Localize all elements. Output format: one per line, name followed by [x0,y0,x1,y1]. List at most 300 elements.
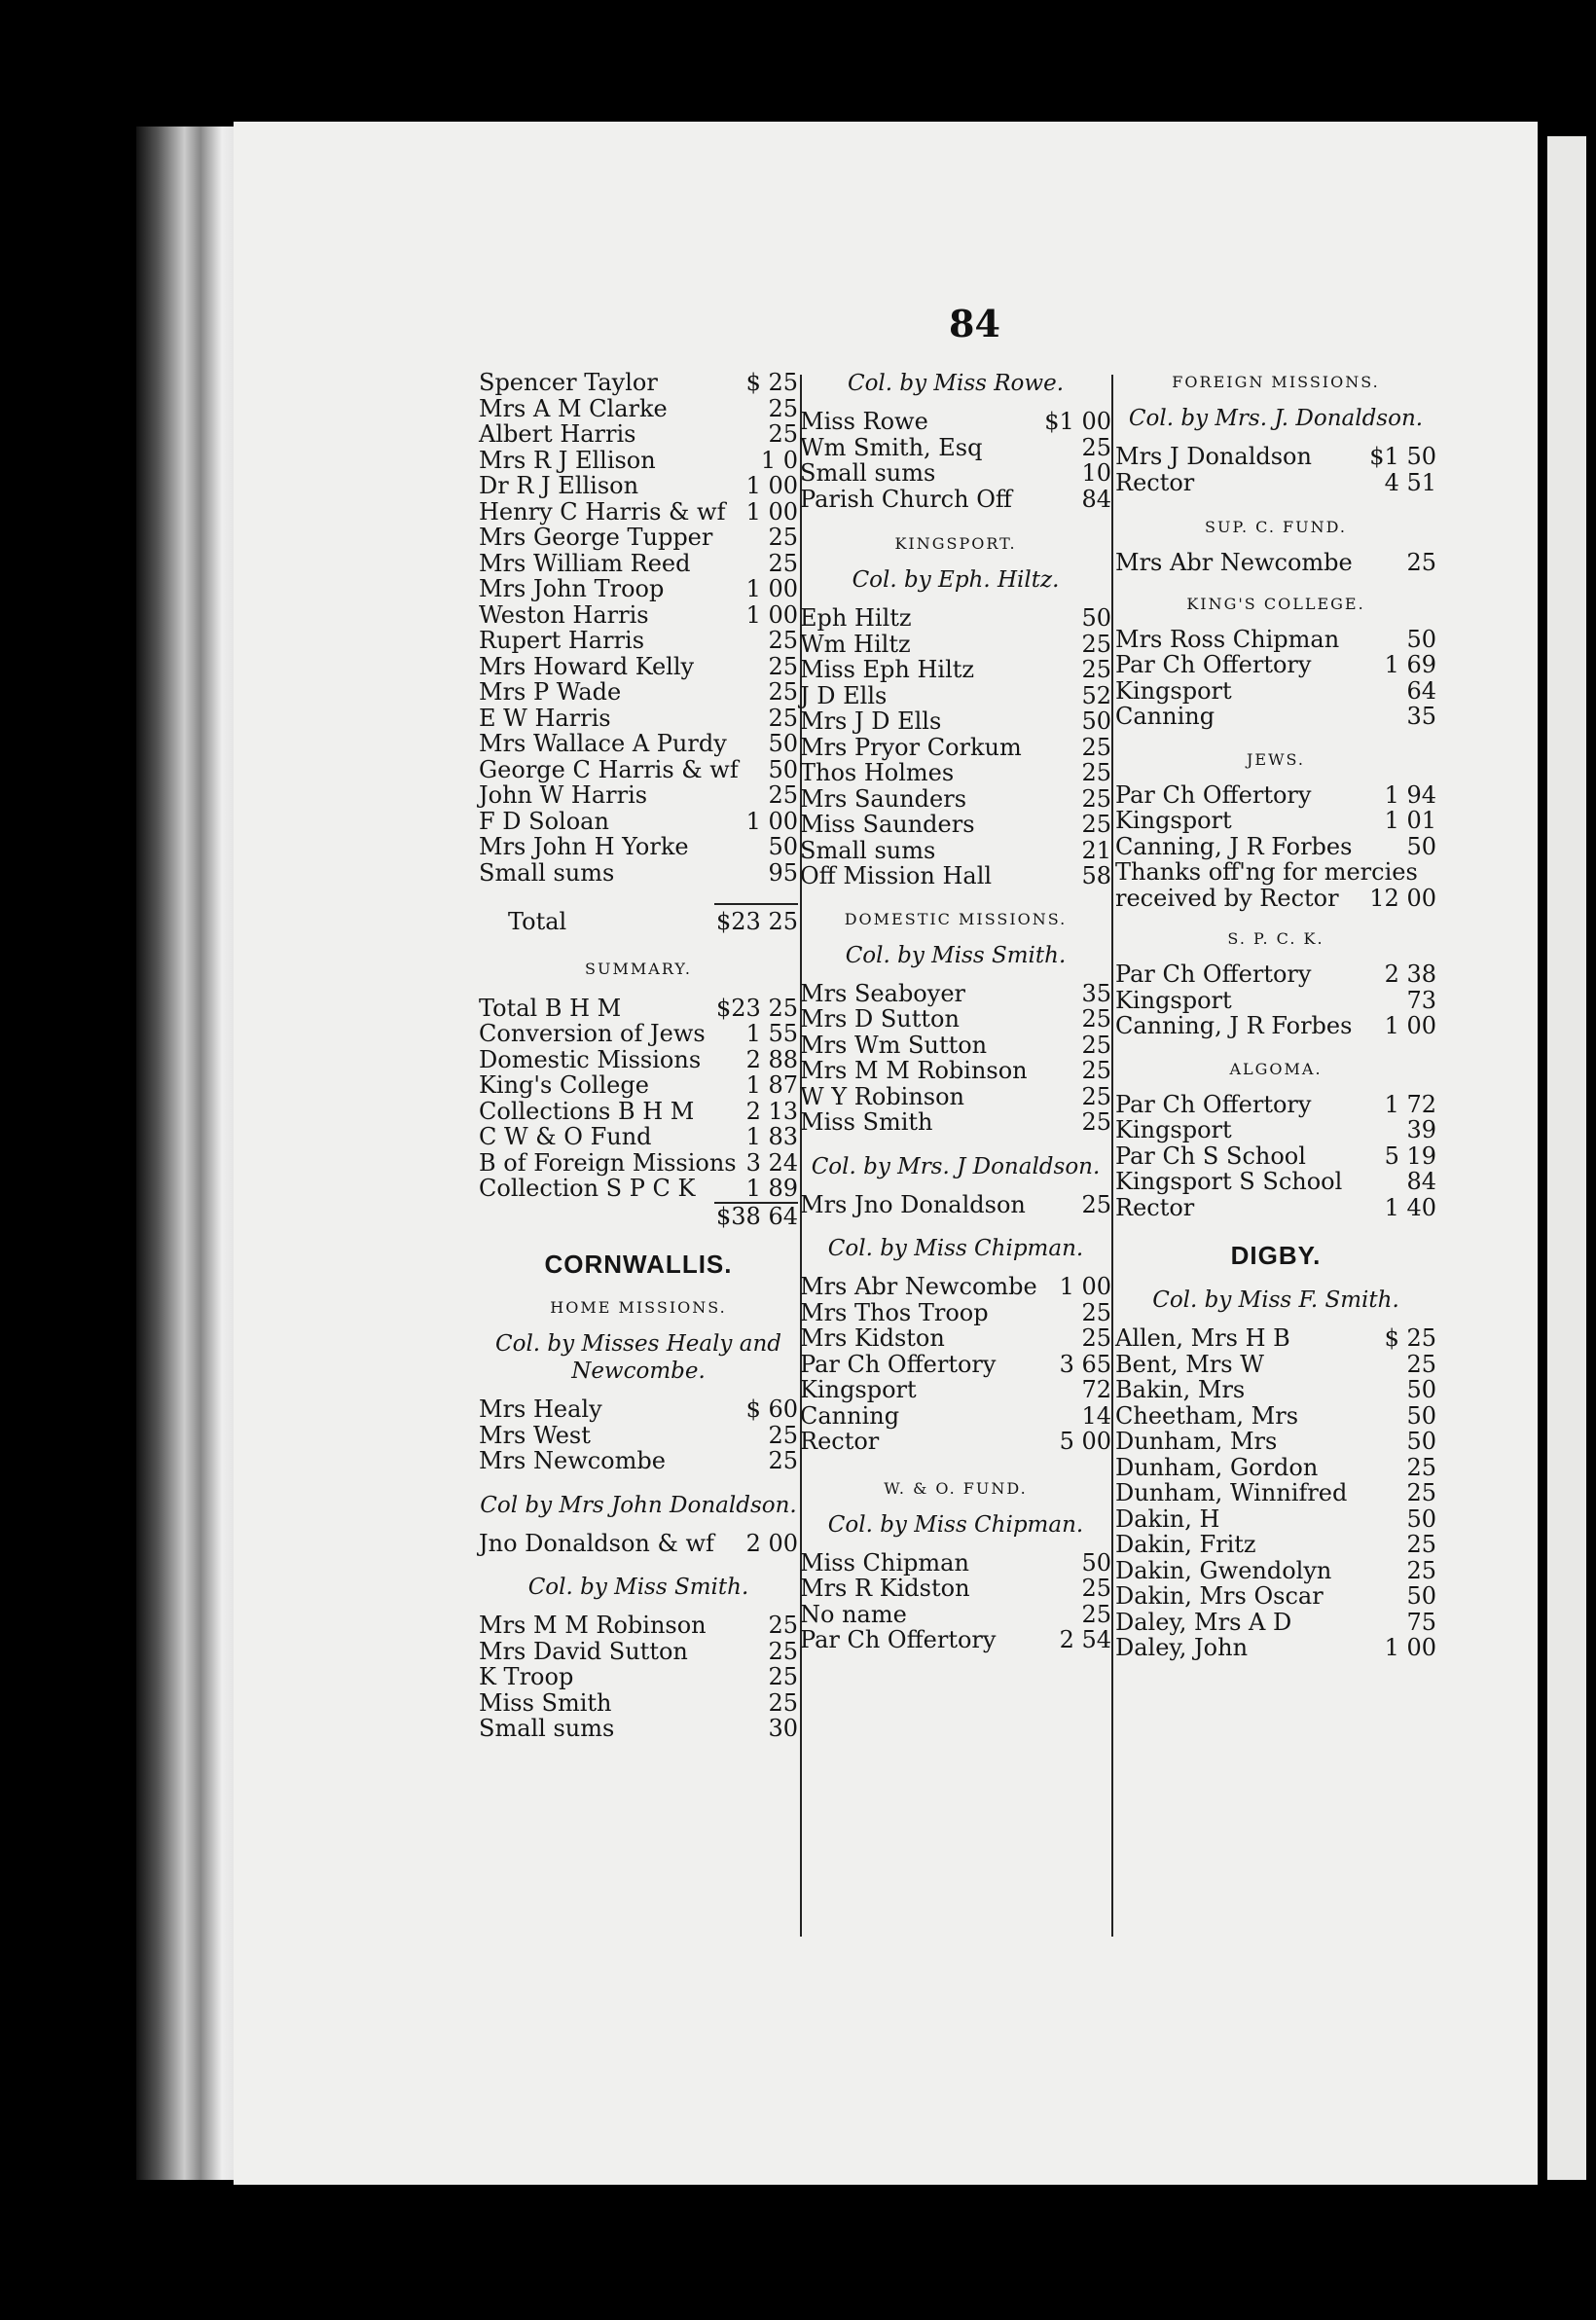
kings-college-heading: KING'S COLLEGE. [1186,594,1365,613]
entry-amount: 21 [1081,836,1111,864]
entry-row [1115,627,1436,653]
entry-name: George C Harris & wf [479,755,739,783]
entry-amount: 25 [1406,1531,1436,1558]
entry-name: Small sums [800,836,936,864]
entry-row [800,409,1111,435]
summary-total-row [479,1204,798,1230]
entry-name: Mrs Pryor Corkum [800,733,1022,761]
entry-row [800,812,1111,838]
entry-name: Mrs M M Robinson [800,1057,1028,1084]
entry-row [800,708,1111,735]
entry-amount: 25 [768,1421,798,1449]
algoma-list [1115,1092,1436,1221]
summary-list [479,996,798,1202]
col-by-rowe: Col. by Miss Rowe. [847,371,1065,396]
entry-amount: 50 [1406,1504,1436,1533]
entry-amount: 1 72 [1384,1090,1436,1118]
entry-name: No name [800,1600,907,1628]
entry-row [1115,1583,1436,1610]
entry-row [479,499,798,526]
entry-amount: 25 [1081,1108,1111,1136]
entry-name: King's College [479,1071,649,1099]
entry-name: Dakin, Fritz [1115,1531,1256,1558]
entry-amount: 25 [1081,1005,1111,1033]
spck-heading: S. P. C. K. [1227,929,1324,948]
entry-row [1115,1429,1436,1455]
entry-name: Kingsport [1115,986,1232,1014]
entry-row [479,706,798,732]
entry-row [1115,1195,1436,1221]
entry-row [800,1429,1111,1455]
entry-row [479,396,798,422]
entry-row [479,1072,798,1099]
foreign-list [1115,444,1436,495]
entry-name: Jno Donaldson & wf [479,1529,714,1557]
col-by-donaldson: Col by Mrs John Donaldson. [480,1492,797,1518]
entry-row [479,834,798,860]
entry-row [1115,834,1436,860]
entry-name: Small sums [479,858,615,887]
col-by-healy-text: Col. by Misses Healy and Newcombe. [495,1331,781,1384]
entry-name: Bakin, Mrs [1115,1376,1246,1403]
entry-amount: $ 25 [1384,1324,1436,1352]
entry-row [1115,859,1436,886]
digby-title: DIGBY. [1230,1241,1322,1270]
kingsport-heading: KINGSPORT. [894,534,1017,553]
entry-amount: 1 00 [745,575,798,602]
column-1 [479,370,798,1742]
entry-row [479,1124,798,1150]
entry-name: C W & O Fund [479,1123,652,1150]
entry-amount: 72 [1081,1376,1111,1403]
col-by-healy [479,1330,798,1385]
entry-name: Rector [1115,468,1195,496]
entry-amount: 50 [1081,1548,1111,1577]
entry-row [800,735,1111,761]
total-amount: $23 25 [716,908,798,935]
kings-list [1115,627,1436,730]
algoma-heading: ALGOMA. [1229,1059,1323,1078]
entry-name: Dunham, Winnifred [1115,1479,1348,1506]
entry-name: Collections B H M [479,1097,695,1125]
entry-amount: 25 [1081,1600,1111,1628]
entry-name: Mrs Thos Troop [800,1298,989,1326]
entry-row [800,863,1111,889]
entry-amount: 50 [768,755,798,783]
entry-row [479,448,798,474]
entry-name: Total B H M [479,994,622,1022]
entry-name: K Troop [479,1663,574,1690]
entry-amount: 25 [1081,1190,1111,1218]
entry-amount: 25 [768,704,798,732]
entry-name: Par Ch Offertory [1115,651,1312,678]
entry-name: Canning [800,1401,900,1430]
entry-amount: 64 [1406,676,1436,705]
entry-row [800,1192,1111,1218]
entry-name: Dunham, Mrs [1115,1428,1278,1455]
entry-row [800,1274,1111,1300]
total-row [479,909,798,935]
entry-row [1115,961,1436,988]
entry-amount: 25 [1081,1575,1111,1602]
entry-amount: 1 55 [745,1020,798,1047]
entry-name: Mrs J Donaldson [1115,443,1312,470]
entry-row [1115,1117,1436,1143]
entry-name: Mrs Kidston [800,1324,945,1352]
sup-fund-heading: SUP. C. FUND. [1205,518,1347,536]
entry-name: J D Ells [800,681,888,709]
entry-amount: 25 [768,627,798,654]
entry-row [800,760,1111,786]
entry-row [1115,782,1436,809]
entry-amount: 2 88 [745,1045,798,1073]
entry-name: Dakin, Mrs Oscar [1115,1582,1324,1610]
entry-row [800,1550,1111,1577]
entry-amount: 25 [768,1612,798,1639]
entry-row [479,1176,798,1202]
entry-name: Mrs M M Robinson [479,1612,707,1639]
entry-name: Kingsport [1115,1116,1232,1143]
sup-list [1115,550,1436,576]
entry-row [1115,550,1436,576]
entry-name: E W Harris [479,704,611,732]
healy-list [479,1396,798,1474]
entry-name: Par Ch S School [1115,1142,1306,1170]
entry-row [800,1627,1111,1653]
entry-amount: 25 [768,1637,798,1665]
entry-amount: 50 [768,833,798,860]
entry-name: Bent, Mrs W [1115,1350,1264,1378]
spck-list [1115,961,1436,1039]
entry-list [479,370,798,886]
col-by-jdonaldson: Col. by Mrs. J Donaldson. [811,1153,1101,1179]
entry-name: Off Mission Hall [800,862,993,889]
entry-amount: $ 60 [745,1396,798,1423]
entry-row [1115,1092,1436,1118]
entry-row [800,981,1111,1007]
entry-amount: 25 [768,781,798,809]
entry-name: Mrs Abr Newcombe [800,1273,1037,1300]
entry-name: Albert Harris [479,420,636,448]
entry-amount: $1 00 [1044,408,1111,435]
chipman-list [800,1274,1111,1455]
entry-amount: 1 83 [745,1123,798,1150]
book-spine [136,127,243,2180]
entry-amount: 25 [1081,811,1111,838]
entry-name: Rector [800,1428,880,1455]
entry-row [1115,1480,1436,1506]
entry-amount: 50 [1081,604,1111,632]
entry-row [800,487,1111,513]
entry-row [1115,1455,1436,1481]
total-label: Total [508,908,567,935]
entry-amount: 30 [768,1715,798,1742]
entry-name: received by Rector [1115,884,1339,912]
entry-row [800,1058,1111,1084]
entry-name: Dakin, H [1115,1504,1220,1533]
entry-amount: 2 00 [745,1529,798,1557]
entry-name: Par Ch Offertory [1115,1090,1312,1118]
entry-row [479,1396,798,1423]
entry-amount: 84 [1406,1168,1436,1195]
entry-amount: 25 [1081,759,1111,786]
entry-amount: 2 13 [745,1097,798,1125]
entry-amount: 1 00 [745,497,798,526]
entry-name: Daley, Mrs A D [1115,1608,1292,1636]
entry-row [800,1352,1111,1378]
entry-row [479,1150,798,1177]
entry-name: Mrs Wallace A Purdy [479,730,727,757]
entry-name: Small sums [479,1715,615,1742]
entry-name: Mrs George Tupper [479,524,713,551]
entry-amount: $1 50 [1369,443,1436,470]
digby-list [1115,1325,1436,1661]
entry-amount: 39 [1406,1116,1436,1143]
entry-name: Miss Saunders [800,811,975,838]
entry-amount: 25 [1081,630,1111,658]
entry-amount: 10 [1081,459,1111,487]
entry-amount: 1 00 [745,600,798,629]
entry-row [1115,886,1436,912]
entry-row [1115,1532,1436,1558]
entry-amount: 25 [768,1663,798,1690]
entry-row [479,679,798,706]
entry-row [479,996,798,1022]
total-rule [714,903,798,905]
entry-amount: 1 0 [760,446,798,474]
entry-name: Par Ch Offertory [800,1350,997,1378]
entry-amount: 1 00 [1384,1634,1436,1661]
next-page-edge [1547,136,1586,2180]
col-by-jdonaldson-3: Col. by Mrs. J. Donaldson. [1128,406,1424,431]
entry-row [479,1099,798,1125]
entry-name: Kingsport [1115,676,1232,705]
entry-name: Domestic Missions [479,1045,702,1073]
entry-row [1115,1610,1436,1636]
entry-name: Par Ch Offertory [1115,961,1312,988]
entry-row [1115,1506,1436,1533]
column-divider-2 [1111,375,1113,1937]
entry-row [479,370,798,396]
entry-row [479,525,798,551]
donaldson-list [479,1531,798,1557]
home-missions-heading: HOME MISSIONS. [550,1298,727,1317]
col-by-hiltz: Col. by Eph. Hiltz. [852,567,1060,593]
entry-name: Mrs Ross Chipman [1115,625,1340,653]
entry-amount: 1 00 [745,472,798,499]
hiltz-list [800,605,1111,889]
entry-name: Kingsport [1115,807,1232,834]
entry-amount: 1 69 [1384,651,1436,678]
entry-row [800,657,1111,683]
entry-amount: 25 [768,420,798,448]
entry-row [479,551,798,577]
column-2 [800,370,1111,1653]
entry-amount: 50 [1406,1582,1436,1610]
entry-amount: 50 [1406,625,1436,653]
entry-amount: 25 [1081,733,1111,761]
entry-name: Small sums [800,459,936,487]
entry-row [800,435,1111,461]
entry-row [1115,1352,1436,1378]
entry-name: B of Foreign Missions [479,1148,737,1177]
entry-name: Thanks off'ng for mercies [1115,858,1418,886]
col-by-fsmith: Col. by Miss F. Smith. [1152,1287,1399,1313]
entry-row [1115,1143,1436,1170]
entry-amount: 35 [1081,979,1111,1007]
entry-name: Allen, Mrs H B [1115,1324,1290,1352]
entry-name: Miss Chipman [800,1548,969,1577]
entry-name: Mrs Jno Donaldson [800,1190,1026,1218]
entry-name: Spencer Taylor [479,369,658,396]
entry-name: Mrs William Reed [479,549,691,577]
jdonaldson-list [800,1192,1111,1218]
entry-name: Weston Harris [479,600,649,629]
entry-amount: $23 25 [716,994,798,1022]
entry-name: Miss Eph Hiltz [800,656,975,683]
summary-total: $38 64 [716,1202,798,1230]
entry-name: Miss Smith [800,1108,933,1136]
domestic-missions-heading: DOMESTIC MISSIONS. [844,909,1068,928]
entry-row [1115,444,1436,470]
entry-name: W Y Robinson [800,1082,965,1110]
entry-row [800,1033,1111,1059]
entry-row [800,1084,1111,1110]
entry-amount: 25 [1081,1298,1111,1326]
entry-amount: 1 00 [745,807,798,835]
entry-name: Mrs David Sutton [479,1637,688,1665]
entry-name: F D Soloan [479,807,609,835]
entry-row [1115,988,1436,1014]
entry-amount: 25 [1406,1479,1436,1506]
entry-name: Mrs John H Yorke [479,833,689,860]
entry-row [479,654,798,680]
entry-name: Kingsport S School [1115,1168,1343,1195]
entry-row [800,605,1111,632]
entry-amount: 4 51 [1384,468,1436,496]
entry-amount: 52 [1081,681,1111,709]
entry-name: Mrs J D Ells [800,707,942,735]
entry-row [1115,808,1436,834]
entry-name: Rupert Harris [479,627,645,654]
entry-name: Henry C Harris & wf [479,497,726,526]
entry-amount: 1 87 [745,1071,798,1099]
entry-row [479,782,798,809]
jews-list [1115,782,1436,912]
entry-amount: 2 54 [1059,1626,1111,1653]
entry-amount: 1 00 [1384,1012,1436,1039]
entry-name: Parish Church Off [800,485,1012,513]
entry-row [479,1448,798,1474]
entry-name: Mrs Saunders [800,784,967,813]
entry-name: Mrs R J Ellison [479,446,656,474]
entry-row [479,576,798,602]
entry-amount: 73 [1406,986,1436,1014]
column-3 [1115,370,1436,1661]
col-by-chipman-2: Col. by Miss Chipman. [827,1511,1084,1538]
entry-amount: 50 [1406,1401,1436,1430]
entry-name: Mrs Newcombe [479,1447,666,1474]
entry-name: Mrs West [479,1421,591,1449]
entry-name: Miss Rowe [800,408,928,435]
entry-row [479,628,798,654]
entry-amount: 25 [1081,656,1111,683]
summary-heading: SUMMARY. [585,959,692,978]
entry-amount: 5 00 [1059,1428,1111,1455]
entry-row [479,1690,798,1717]
entry-amount: 95 [768,858,798,887]
entry-name: Canning, J R Forbes [1115,832,1353,860]
entry-name: Mrs D Sutton [800,1005,960,1033]
entry-row [800,838,1111,864]
col-by-smith: Col. by Miss Smith. [527,1575,749,1600]
entry-row [800,460,1111,487]
entry-amount: 25 [768,524,798,551]
entry-row [800,786,1111,813]
entry-amount: 1 89 [745,1175,798,1202]
entry-amount: 25 [1081,1082,1111,1110]
entry-name: Wm Smith, Esq [800,433,983,461]
entry-name: Collection S P C K [479,1175,696,1202]
entry-amount: 25 [1406,549,1436,576]
jews-heading: JEWS. [1246,749,1305,769]
entry-amount: 25 [1081,433,1111,461]
entry-row [1115,1403,1436,1430]
entry-row [479,1423,798,1449]
page-number: 84 [949,302,1000,345]
entry-amount: 25 [1406,1453,1436,1481]
entry-row [1115,1013,1436,1039]
entry-name: Mrs Abr Newcombe [1115,549,1353,576]
entry-amount: 5 19 [1384,1142,1436,1170]
entry-name: Par Ch Offertory [800,1626,997,1653]
entry-amount: 50 [1406,1428,1436,1455]
entry-row [479,757,798,783]
entry-name: Mrs Wm Sutton [800,1031,988,1059]
entry-amount: 25 [1081,1031,1111,1059]
entry-amount: 3 65 [1059,1350,1111,1378]
entry-row [1115,1377,1436,1403]
smith-list [479,1613,798,1742]
entry-amount: 25 [768,1447,798,1474]
entry-row [800,1006,1111,1033]
entry-row [479,602,798,629]
entry-row [479,1047,798,1073]
entry-row [479,1531,798,1557]
entry-row [1115,1558,1436,1584]
entry-name: Mrs Seaboyer [800,979,965,1007]
entry-name: Mrs Howard Kelly [479,652,695,680]
col-by-smith-2: Col. by Miss Smith. [845,942,1067,968]
entry-name: Daley, John [1115,1634,1249,1661]
entry-row [1115,704,1436,730]
entry-name: Dr R J Ellison [479,472,639,499]
entry-amount: 25 [768,652,798,680]
foreign-missions-heading: FOREIGN MISSIONS. [1172,373,1380,391]
entry-row [479,860,798,887]
entry-row [800,632,1111,658]
entry-name: Par Ch Offertory [1115,780,1312,809]
entry-name: Canning, J R Forbes [1115,1012,1353,1039]
entry-row [800,1325,1111,1352]
entry-name: Mrs P Wade [479,678,622,706]
entry-row [479,1716,798,1742]
entry-amount: 1 01 [1384,807,1436,834]
entry-row [1115,1169,1436,1195]
entry-name: Eph Hiltz [800,604,912,632]
entry-row [1115,470,1436,496]
entry-name: Wm Hiltz [800,630,911,658]
